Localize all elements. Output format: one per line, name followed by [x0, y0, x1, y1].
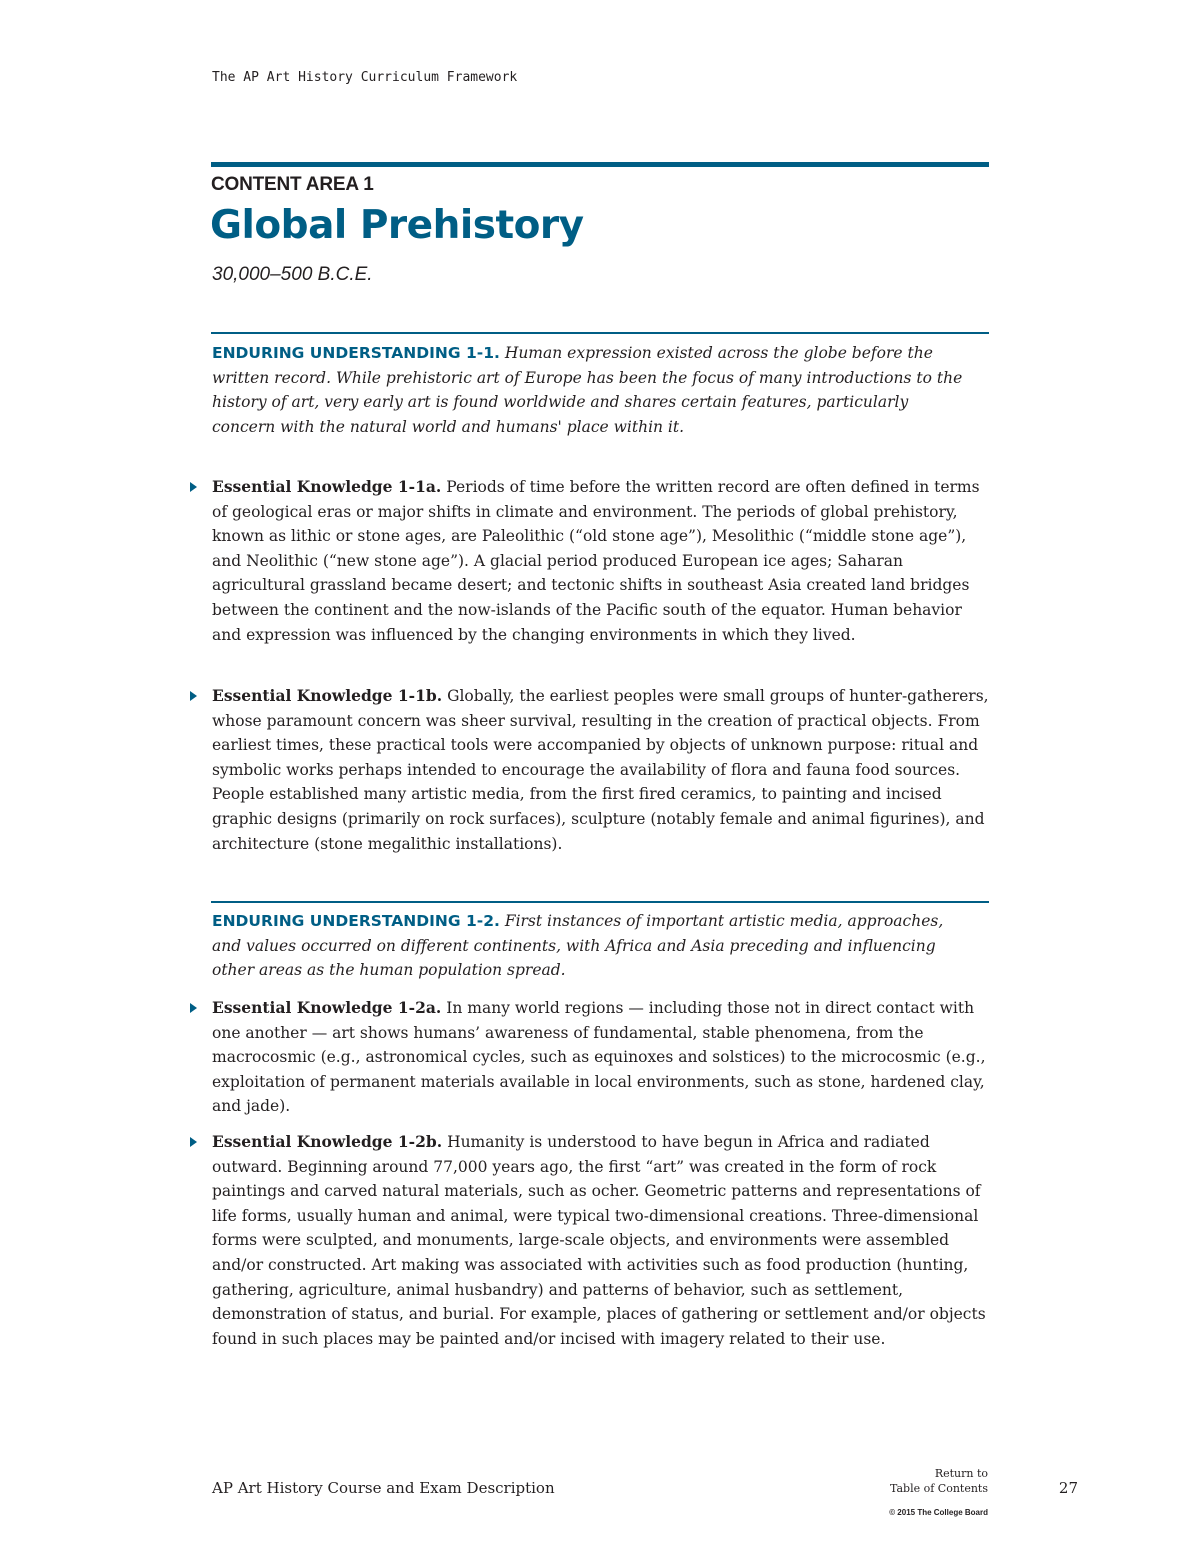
essential-knowledge-item: [212, 1130, 990, 1351]
eu-divider: [211, 332, 989, 334]
bullet-arrow-icon: [190, 691, 197, 701]
eu-label: ENDURING UNDERSTANDING 1-1.: [212, 344, 500, 362]
eu-divider: [211, 901, 989, 903]
running-header: The AP Art History Curriculum Framework: [212, 70, 518, 85]
eu-text: First instances of important artistic media, approaches, and values occurred on different continents, with Africa and Asia preceding and influencing other areas as the human population spread.: [212, 912, 944, 979]
enduring-understanding: [212, 341, 972, 439]
ek-text: Periods of time before the written record are often defined in terms of geological eras or major shifts in climate and environment. The periods of global prehistory, known as lithic or stone ages, are Paleolithic (“old stone age”), Mesolithic (“middle stone age”), and Neolithic (“new stone age”). A glacial period produced European ice ages; Saharan agricultural grassland became desert; and tectonic shifts in southeast Asia created land bridges between the continent and the now-islands of the Pacific south of the equator. Human behavior and expression was influenced by the changing environments in which they lived.: [212, 478, 980, 644]
ek-text: Humanity is understood to have begun in Africa and radiated outward. Beginning around 77,000 years ago, the first “art” was created in the form of rock paintings and carved natural materials, such as ocher. Geometric patterns and representations of life forms, usually human and animal, were typical two-dimensional creations. Three-dimensional forms were sculpted, and monuments, large-scale objects, and environments were assembled and/or constructed. Art making was associated with activities such as food production (hunting, gathering, agriculture, animal husbandry) and patterns of behavior, such as settlement, demonstration of status, and burial. For example, places of gathering or settlement and/or objects found in such places may be painted and/or incised with imagery related to their use.: [212, 1133, 986, 1348]
eu-label: ENDURING UNDERSTANDING 1-2.: [212, 912, 500, 930]
essential-knowledge-item: [212, 996, 990, 1119]
bullet-arrow-icon: [190, 482, 197, 492]
page-number: 27: [1058, 1479, 1078, 1497]
ek-label: Essential Knowledge 1-1a.: [212, 477, 442, 496]
ek-label: Essential Knowledge 1-1b.: [212, 686, 443, 705]
essential-knowledge-item: [212, 475, 990, 647]
return-link-line1[interactable]: Return to: [934, 1467, 988, 1480]
eu-text: Human expression existed across the globe before the written record. While prehistoric art of Europe has been the focus of many introductions to the history of art, very early art is found worldwide and shares certain features, particularly concern with the natural world and humans' place within it.: [212, 344, 963, 436]
bullet-arrow-icon: [190, 1137, 197, 1147]
ek-label: Essential Knowledge 1-2b.: [212, 1132, 443, 1151]
ek-label: Essential Knowledge 1-2a.: [212, 998, 442, 1017]
return-to-toc-link[interactable]: [860, 1466, 988, 1496]
date-range: 30,000–500 B.C.E.: [212, 264, 373, 285]
content-area-label: CONTENT AREA 1: [211, 174, 374, 195]
page-title: Global Prehistory: [210, 203, 584, 248]
essential-knowledge-item: [212, 684, 990, 856]
return-link-line2[interactable]: Table of Contents: [889, 1482, 988, 1495]
copyright: © 2015 The College Board: [889, 1508, 988, 1517]
footer-publication: AP Art History Course and Exam Description: [212, 1479, 555, 1497]
bullet-arrow-icon: [190, 1003, 197, 1013]
section-divider: [211, 162, 989, 167]
ek-text: In many world regions — including those not in direct contact with one another — art shows humans’ awareness of fundamental, stable phenomena, from the macrocosmic (e.g., astronomical cycles, such as equinoxes and solstices) to the microcosmic (e.g., exploitation of permanent materials available in local environments, such as stone, hardened clay, and jade).: [212, 999, 986, 1116]
enduring-understanding: [212, 909, 972, 983]
ek-text: Globally, the earliest peoples were small groups of hunter-gatherers, whose paramount concern was sheer survival, resulting in the creation of practical objects. From earliest times, these practical tools were accompanied by objects of unknown purpose: ritual and symbolic works perhaps intended to encourage the availability of flora and fauna food sources. People established many artistic media, from the first fired ceramics, to painting and incised graphic designs (primarily on rock surfaces), sculpture (notably female and animal figurines), and architecture (stone megalithic installations).: [212, 687, 989, 853]
